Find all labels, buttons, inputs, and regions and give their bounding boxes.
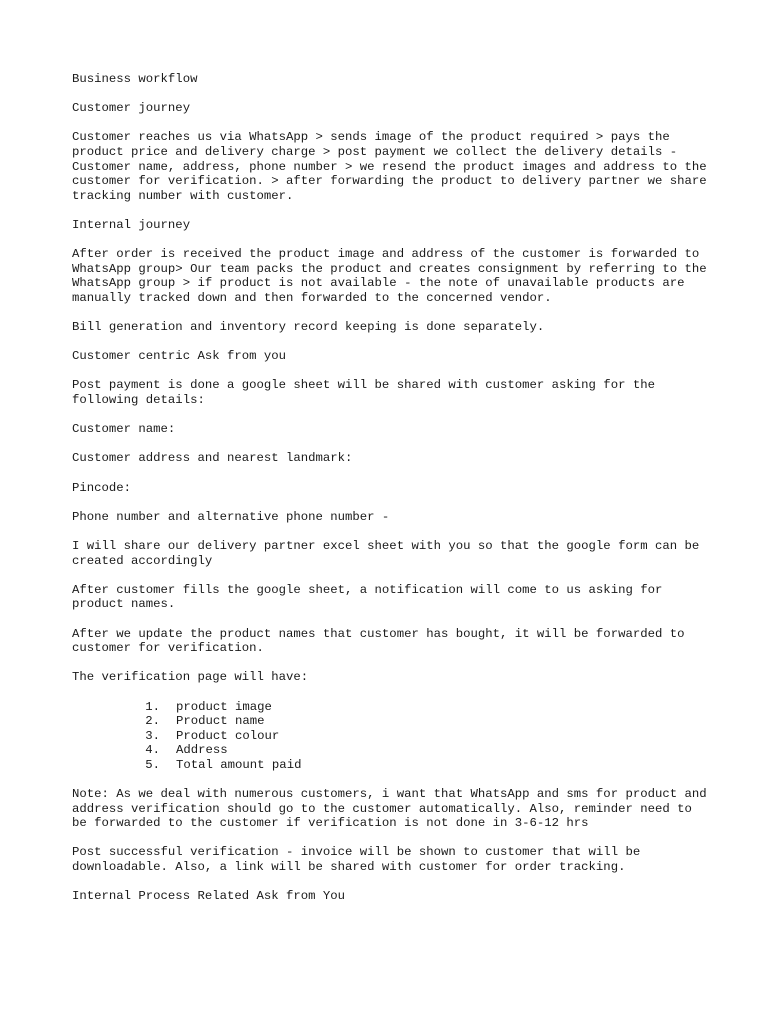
list-item-text: Total amount paid	[176, 757, 302, 772]
list-item-number: 1.	[145, 699, 160, 714]
list-item	[72, 700, 712, 715]
internal-process-title: Internal Process Related Ask from You	[72, 889, 346, 904]
internal-journey-title: Internal journey	[72, 217, 191, 232]
list-item-number: 2.	[145, 714, 160, 729]
field-phone-number: Phone number and alternative phone number -	[72, 509, 390, 524]
customer-journey-title: Customer journey	[72, 101, 191, 116]
list-item-number: 3.	[145, 728, 160, 743]
list-item-text: Product colour	[176, 728, 280, 743]
excel-sheet-note: I will share our delivery partner excel sheet with you so that the google form can be created accordingly	[72, 539, 700, 568]
list-item	[72, 729, 712, 744]
list-item	[72, 758, 712, 773]
reminder-note: Note: As we deal with numerous customers, i want that WhatsApp and sms for product and address verification should go to the customer automatically. Also, reminder need to be forwarded to the customer if verification is not done in 3-6-12 hrs	[72, 787, 707, 831]
customer-centric-title: Customer centric Ask from you	[72, 349, 287, 364]
list-item	[72, 714, 712, 729]
list-item-number: 5.	[145, 757, 160, 772]
internal-journey-body: After order is received the product image and address of the customer is forwarded to WhatsApp group> Our team packs the product and creates consignment by referring to the WhatsApp group > if product is not available - the note of unavailable products are manually tracked down and then forwarded to the concerned vendor.	[72, 247, 707, 305]
document-page	[72, 72, 712, 918]
list-item-number: 4.	[145, 743, 160, 758]
field-pincode: Pincode:	[72, 480, 132, 495]
list-item-text: Address	[176, 743, 228, 758]
list-item-text: Product name	[176, 714, 265, 729]
customer-journey-body: Customer reaches us via WhatsApp > sends image of the product required > pays the product price and delivery charge > post payment we collect the delivery details - Customer name, address, phone number > we resend the product images and address to the customer for verification. > after forwarding the product to delivery partner we share tracking number with customer.	[72, 130, 707, 203]
notification-note: After customer fills the google sheet, a notification will come to us asking for product names.	[72, 582, 663, 612]
forward-verification-note: After we update the product names that customer has bought, it will be forwarded to customer for verification.	[72, 626, 685, 656]
verification-items-list	[72, 700, 712, 773]
list-item	[72, 743, 712, 758]
google-sheet-intro: Post payment is done a google sheet will be shared with customer asking for the following details:	[72, 378, 655, 408]
list-item-text: product image	[176, 699, 272, 714]
invoice-note: Post successful verification - invoice will be shown to customer that will be downloadable. Also, a link will be shared with customer for order tracking.	[72, 845, 641, 875]
verification-page-intro: The verification page will have:	[72, 670, 309, 685]
field-customer-name: Customer name:	[72, 422, 176, 437]
field-customer-address: Customer address and nearest landmark:	[72, 451, 353, 466]
document-heading: Business workflow	[72, 72, 198, 86]
bill-generation-note: Bill generation and inventory record keeping is done separately.	[72, 320, 545, 335]
